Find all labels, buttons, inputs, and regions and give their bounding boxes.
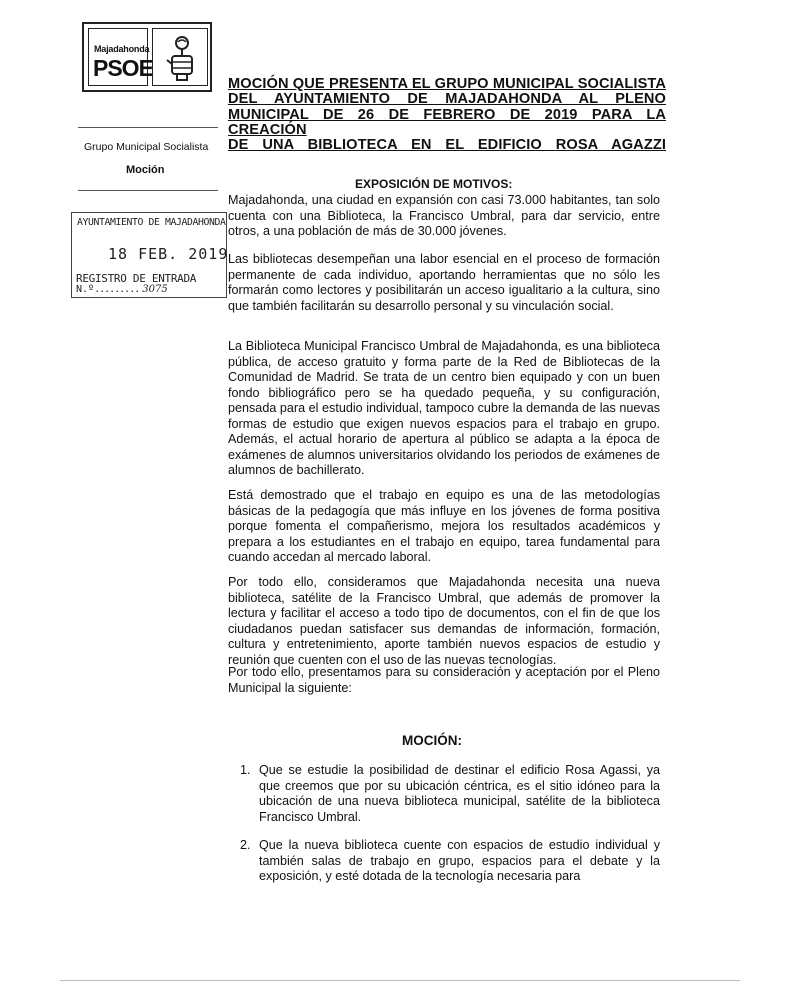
stamp-number-value: 3075	[142, 284, 168, 295]
title-line: DE UNA BIBLIOTECA EN EL EDIFICIO ROSA AGAZZI	[228, 137, 666, 154]
stamp-number: N.º......... 3075	[76, 284, 168, 295]
title-line: MOCIÓN QUE PRESENTA EL GRUPO MUNICIPAL SOCIALISTA	[228, 76, 666, 92]
paragraph: Majadahonda, una ciudad en expansión con casi 73.000 habitantes, tan solo cuenta con una Biblioteca, la Francisco Umbral, para dar servicio, entre otros, a una población de más de 30.000 jóvenes.	[228, 193, 660, 238]
registry-stamp	[71, 212, 227, 298]
doc-type-label: Moción	[126, 164, 165, 176]
stamp-number-label: N.º	[76, 284, 95, 295]
paragraph: Por todo ello, consideramos que Majadahonda necesita una nueva biblioteca, satélite de la Francisco Umbral, que además de promover la lectura y facilitar el acceso a todo tipo de documentos, con el fin de que los ciudadanos puedan satisfacer sus demandas de información, formación, cultura y entretenimiento, aporte también nuevos espacios de estudio y reunión que cuenten con el uso de las nuevas tecnologías.	[228, 575, 660, 667]
group-label: Grupo Municipal Socialista	[84, 141, 209, 153]
paragraph: Las bibliotecas desempeñan una labor esencial en el proceso de formación permanente de cada individuo, aportando herramientas que no sólo les formarán como lectores y posibilitarán un acceso igualitario a la cultura, sino que también facilitarán su desarrollo personal y su vinculación social.	[228, 252, 660, 313]
list-item	[240, 838, 660, 885]
logo-town: Majadahonda	[94, 44, 150, 54]
title-line: DEL AYUNTAMIENTO DE MAJADAHONDA AL PLENO	[228, 91, 666, 108]
list-item-number: 1.	[240, 763, 251, 777]
paragraph: La Biblioteca Municipal Francisco Umbral de Majadahonda, es una biblioteca pública, de acceso gratuito y forma parte de la Red de Bibliotecas de la Comunidad de Madrid. Se trata de un centro bien equipado y con un buen fondo bibliográfico pero se ha quedado pequeña, y su configuración, pensada para el estudio individual, tampoco cubre la demanda de las nuevas formas de estudio que exigen nuevos espacios para el trabajo en grupo. Además, el actual horario de apertura al público se adapta a la época de exámenes de alumnos universitarios olvidando los periodos de exámenes de alumnos de bachillerato.	[228, 339, 660, 477]
page-edge-line	[60, 980, 740, 981]
document-title	[228, 77, 666, 153]
side-rule-bottom	[78, 190, 218, 191]
stamp-registry: REGISTRO DE ENTRADA	[76, 272, 197, 285]
list-item-number: 2.	[240, 838, 251, 852]
logo-party: PSOE	[93, 55, 153, 81]
rose-fist-icon	[152, 28, 208, 86]
title-line: MUNICIPAL DE 26 DE FEBRERO DE 2019 PARA LA CREACIÓN	[228, 106, 666, 138]
mocion-heading: MOCIÓN:	[402, 733, 462, 748]
stamp-org: AYUNTAMIENTO DE MAJADAHONDA	[77, 217, 226, 228]
list-item	[240, 763, 660, 825]
stamp-date: 18 FEB. 2019	[108, 245, 229, 263]
logo-text-box	[88, 28, 153, 86]
paragraph: Por todo ello, presentamos para su consideración y aceptación por el Pleno Municipal la siguiente:	[228, 665, 660, 695]
exposicion-heading: EXPOSICIÓN DE MOTIVOS:	[355, 177, 513, 191]
paragraph: Está demostrado que el trabajo en equipo es una de las metodologías básicas de la pedagogía que más influye en los jóvenes de forma positiva porque fomenta el compañerismo, mejora los resultados académicos y prepara a los estudiantes en el trabajo en equipo, tarea fundamental para cuando accedan al mercado laboral.	[228, 488, 660, 564]
psoe-logo	[82, 22, 212, 92]
list-item-text: Que se estudie la posibilidad de destinar el edificio Rosa Agassi, ya que creemos que por su ubicación céntrica, es el sitio idóneo para la ubicación de una nueva biblioteca municipal, satélite de la biblioteca Francisco Umbral.	[259, 763, 660, 824]
list-item-text: Que la nueva biblioteca cuente con espacios de estudio individual y también salas de trabajo en grupo, espacios para el debate y la exposición, y esté dotada de la tecnología necesaria para	[259, 838, 660, 883]
side-rule-top	[78, 127, 218, 128]
